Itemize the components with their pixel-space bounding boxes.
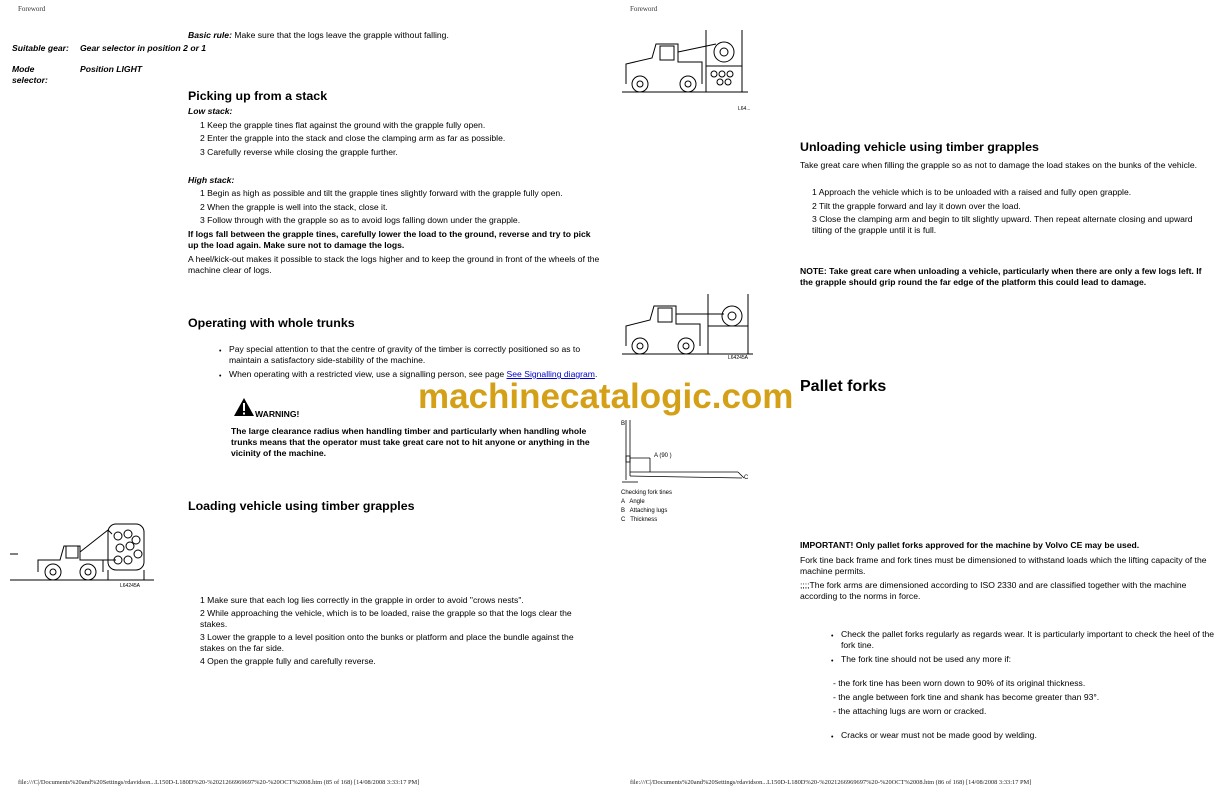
forks-para-1: Fork tine back frame and fork tines must be dimensioned to withstand loads which the lifting capacity of the machine permits. — [800, 555, 1207, 576]
unloading-step-2: 2 Tilt the grapple forward and lay it down over the load. — [812, 201, 1021, 211]
high-step-2: 2 When the grapple is well into the stack, close it. — [200, 202, 388, 212]
forks-dash-2: - the angle between fork tine and shank has become greater than 93°. — [833, 692, 1100, 702]
pallet-forks-title: Pallet forks — [800, 378, 887, 395]
forks-important: IMPORTANT! Only pallet forks approved for the machine by Volvo CE may be used. — [800, 540, 1140, 550]
fork-caption-item-a: A Angle — [621, 499, 645, 505]
fork-tine-figure — [620, 410, 760, 490]
fork-caption-item-b: B Attaching lugs — [621, 508, 668, 514]
page-footer-left: file:///C|/Documents%20and%20Settings/rdavidson...L150D-L180D%20-%2021266969697%20-%20OCT%2008.htm (85 of 168) [14/08/2008 3:33:17 PM] — [18, 779, 420, 786]
trunks-bullet-1: • Pay special attention to that the centre of gravity of the timber is correctly positioned so as to maintain a satisfactory side-stability of the machine. — [229, 344, 599, 366]
low-step-1: 1 Keep the grapple tines flat against the ground with the grapple fully open. — [200, 120, 486, 130]
picking-title: Picking up from a stack — [188, 89, 328, 103]
trunks-bullet-2-text: When operating with a restricted view, use a signalling person, see page — [229, 369, 507, 379]
watermark: machinecatalogic.com — [418, 377, 794, 416]
fork-label-a: A (90 ) — [654, 453, 672, 459]
unloading-note: NOTE: Take great care when unloading a vehicle, particularly when there are only a few logs left. If the grapple should grip round the far edge of the platform this could lead to damage. — [800, 266, 1202, 287]
forks-bullet-1: • Check the pallet forks regularly as regards wear. It is particularly important to check the heel of the fork tine. — [841, 629, 1216, 651]
fork-caption-item-c: C Thickness — [621, 517, 658, 523]
trunks-title: Operating with whole trunks — [188, 316, 355, 330]
loading-step-2: 2 While approaching the vehicle, which is to be loaded, raise the grapple so that the logs clear the stakes. — [200, 608, 572, 629]
warning-text: The large clearance radius when handling timber and particularly when handling whole trunks means that the operator must take great care not to hit anyone or anything in the vicinity of the machine. — [231, 426, 590, 458]
warning-label: WARNING! — [255, 409, 300, 419]
unloading-step-1: 1 Approach the vehicle which is to be unloaded with a raised and fully open grapple. — [812, 187, 1132, 197]
basic-rule-text: Make sure that the logs leave the grapple without falling. — [231, 30, 449, 40]
signalling-diagram-link[interactable]: See Signalling diagram — [506, 369, 595, 379]
mode-selector-value: Position LIGHT — [80, 64, 143, 74]
unloading-step-3: 3 Close the clamping arm and begin to tilt slightly upward. Then repeat alternate closing and upward tilting of the grapple until it is full. — [812, 214, 1193, 235]
page-footer-right: file:///C|/Documents%20and%20Settings/rdavidson...L150D-L180D%20-%2021266969697%20-%20OCT%2008.htm (86 of 168) [14/08/2008 3:33:17 PM] — [630, 779, 1032, 786]
fork-label-c: C — [744, 475, 749, 481]
loader-whole-trunk-figure — [620, 290, 755, 362]
loading-figure-code: L64245A — [120, 583, 141, 589]
mode-selector-label: Mode selector: — [12, 64, 48, 85]
loading-step-3: 3 Lower the grapple to a level position onto the bunks or platform and place the bundle against the stakes on the far side. — [200, 632, 574, 653]
page-header-left: Foreword — [18, 5, 46, 13]
low-step-3: 3 Carefully reverse while closing the grapple further. — [200, 147, 398, 157]
forks-bullet-2: • The fork tine should not be used any more if: — [841, 654, 1216, 665]
fork-caption-title: Checking fork tines — [621, 490, 673, 496]
forks-para-2: ;;;;The fork arms are dimensioned according to ISO 2330 and are classified together with the machine according to the norms in force. — [800, 580, 1187, 601]
unloading-figure-code: L64... — [738, 106, 751, 112]
trunks-bullet-2-end: . — [594, 369, 598, 379]
warning-icon — [233, 397, 255, 417]
fork-label-b: B — [621, 421, 626, 427]
loading-title: Loading vehicle using timber grapples — [188, 499, 415, 513]
forks-dash-3: - the attaching lugs are worn or cracked. — [833, 706, 987, 716]
loading-step-1: 1 Make sure that each log lies correctly in the grapple in order to avoid "crows nests". — [200, 595, 524, 605]
high-stack-label: High stack: — [188, 175, 235, 185]
picking-bold-note: If logs fall between the grapple tines, carefully lower the load to the ground, reverse and try to pick up the load again. Make sure not to damage the logs. — [188, 229, 591, 250]
suitable-gear-label: Suitable gear: — [12, 43, 69, 53]
basic-rule — [188, 30, 449, 41]
whole-trunk-figure-code: L64245A — [728, 355, 749, 361]
low-step-2: 2 Enter the grapple into the stack and close the clamping arm as far as possible. — [200, 133, 506, 143]
unloading-title: Unloading vehicle using timber grapples — [800, 140, 1039, 154]
suitable-gear-value: Gear selector in position 2 or 1 — [80, 43, 207, 53]
page-header-right: Foreword — [630, 5, 658, 13]
loading-step-4: 4 Open the grapple fully and carefully reverse. — [200, 656, 376, 666]
heel-note: A heel/kick-out makes it possible to stack the logs higher and to keep the ground in front of the wheels of the machine clear of logs. — [188, 254, 600, 275]
loader-unloading-figure — [620, 22, 750, 104]
low-stack-label: Low stack: — [188, 106, 233, 116]
high-step-3: 3 Follow through with the grapple so as to avoid logs falling down under the grapple. — [200, 215, 521, 225]
fork-caption — [621, 489, 672, 525]
forks-bullet-3: • Cracks or wear must not be made good by welding. — [841, 730, 1216, 741]
high-step-1: 1 Begin as high as possible and tilt the grapple tines slightly forward with the grapple fully open. — [200, 188, 563, 198]
unloading-intro: Take great care when filling the grapple so as not to damage the load stakes on the bunks of the vehicle. — [800, 160, 1197, 170]
basic-rule-label: Basic rule: — [188, 30, 232, 40]
forks-dash-1: - the fork tine has been worn down to 90% of its original thickness. — [833, 678, 1086, 688]
